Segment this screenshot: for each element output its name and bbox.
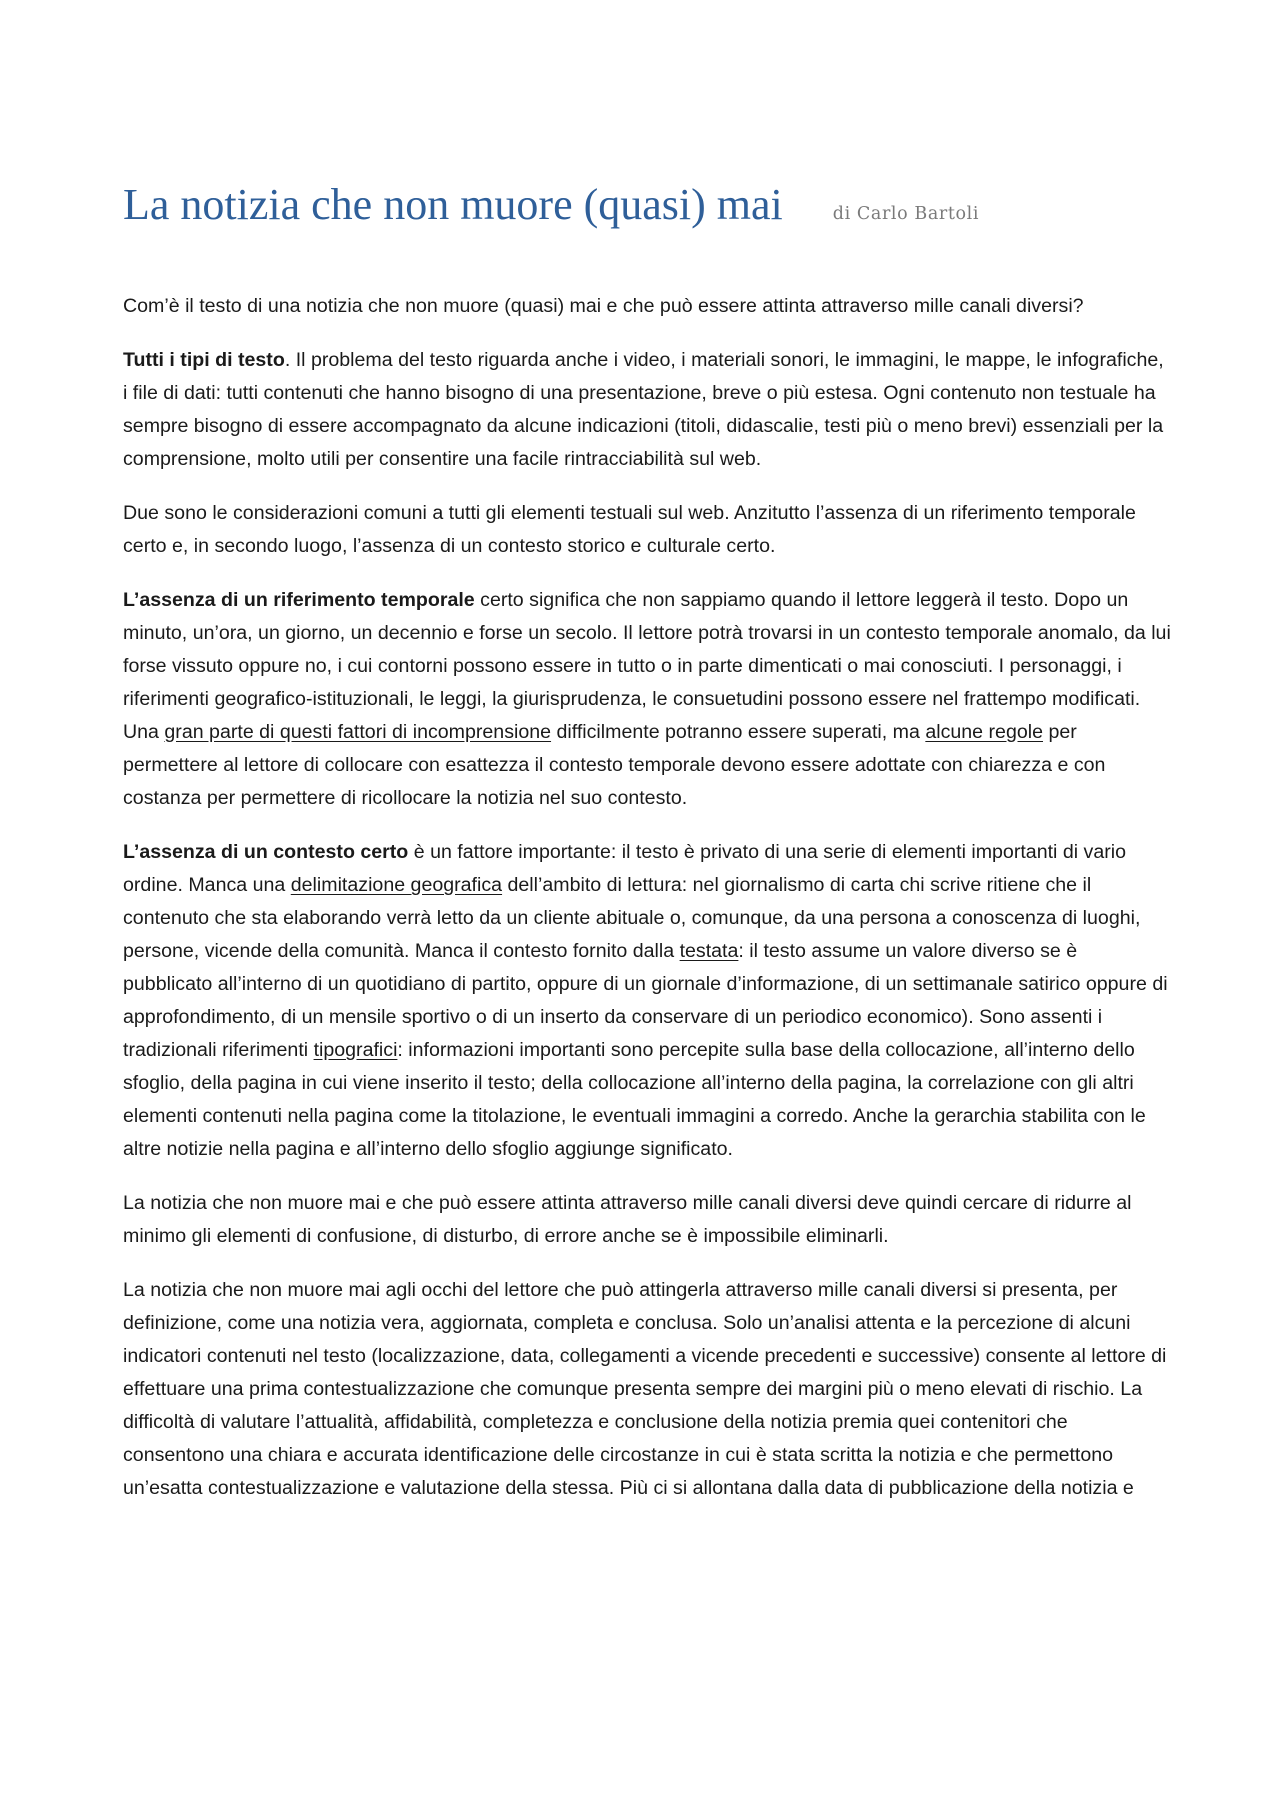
paragraph-text-types [123, 344, 1171, 476]
paragraph-text: è un fattore importante: il testo è privato di una serie di elementi importanti di vario ordine. Manca una [123, 841, 1126, 896]
underlined-phrase: alcune regole [925, 721, 1043, 743]
paragraph-conclusion: La notizia che non muore mai e che può essere attinta attraverso mille canali diversi deve quindi cercare di ridurre al minimo gli elementi di confusione, di disturbo, di errore anche se è impossibile eliminarli. [123, 1192, 1132, 1247]
author-byline: di Carlo Bartoli [832, 204, 980, 224]
paragraph-text: difficilmente potranno essere superati, ma [551, 721, 926, 743]
paragraph-text: certo significa che non sappiamo quando il lettore leggerà il testo. Dopo un minuto, un’ora, un giorno, un decennio e forse un secolo. Il lettore potrà trovarsi in un contesto temporale anomalo, da lui forse vissuto oppure no, i cui contorni possono essere in tutto o in parte dimenticati o mai conosciuti. I personaggi, i riferimenti geografico-istituzionali, le leggi, la giurisprudenza, le consuetudini possono essere nel frattempo modificati. Una [123, 589, 1171, 743]
underlined-phrase: delimitazione geografica [290, 874, 503, 896]
paragraph-temporal-reference [123, 584, 1171, 815]
underlined-phrase: tipografici [313, 1039, 398, 1061]
underlined-phrase: gran parte di questi fattori di incomprensione [164, 721, 552, 743]
underlined-phrase: testata [679, 940, 739, 962]
paragraph-text: : informazioni importanti sono percepite sulla base della collocazione, all’interno dello sfoglio, della pagina in cui viene inserito il testo; della collocazione all’interno della pagina, la correlazione con gli altri elementi contenuti nella pagina come la titolazione, le eventuali immagini a corredo. Anche la gerarchia stabilita con le altre notizie nella pagina e all’interno dello sfoglio aggiunge significato. [123, 1039, 1146, 1160]
paragraph-text: dell’ambito di lettura: nel giornalismo di carta chi scrive ritiene che il contenuto che sta elaborando verrà letto da un cliente abituale o, comunque, da una persona a conoscenza di luoghi, persone, vicende della comunità. Manca il contesto fornito dalla [123, 874, 1141, 962]
paragraph-text: . Il problema del testo riguarda anche i video, i materiali sonori, le immagini, le mappe, le infografiche, i file di dati: tutti contenuti che hanno bisogno di una presentazione, breve o più estesa. Ogni contenuto non testuale ha sempre bisogno di essere accompagnato da alcune indicazioni (titoli, didascalie, testi più o meno brevi) essenziali per la comprensione, molto utili per consentire una facile rintracciabilità sul web. [123, 349, 1164, 470]
paragraph-lead-bold: Tutti i tipi di testo [123, 349, 285, 371]
paragraph-lead-bold: L’assenza di un contesto certo [123, 841, 409, 863]
document-title: La notizia che non muore (quasi) mai [123, 180, 783, 229]
paragraph-considerations: Due sono le considerazioni comuni a tutti gli elementi testuali sul web. Anzitutto l’assenza di un riferimento temporale certo e, in secondo luogo, l’assenza di un contesto storico e culturale certo. [123, 502, 1136, 557]
paragraph-intro: Com’è il testo di una notizia che non muore (quasi) mai e che può essere attinta attraverso mille canali diversi? [123, 295, 1084, 317]
paragraph-text: : il testo assume un valore diverso se è pubblicato all’interno di un quotidiano di partito, oppure di un giornale d’informazione, di un settimanale satirico oppure di approfondimento, di un mensile sportivo o di un inserto da conservare di un periodico economico). Sono assenti i tradizionali riferimenti [123, 940, 1168, 1061]
paragraph-lead-bold: L’assenza di un riferimento temporale [123, 589, 475, 611]
paragraph-text: per permettere al lettore di collocare con esattezza il contesto temporale devono essere adottate con chiarezza e con costanza per permettere di ricollocare la notizia nel suo contesto. [123, 721, 1106, 809]
document-body [123, 290, 1171, 1526]
paragraph-reader-perception: La notizia che non muore mai agli occhi del lettore che può attingerla attraverso mille canali diversi si presenta, per definizione, come una notizia vera, aggiornata, completa e conclusa. Solo un’analisi attenta e la percezione di alcuni indicatori contenuti nel testo (localizzazione, data, collegamenti a vicende precedenti e successive) consente al lettore di effettuare una prima contestualizzazione che comunque presenta sempre dei margini più o meno elevati di rischio. La difficoltà di valutare l’attualità, affidabilità, completezza e conclusione della notizia premia quei contenitori che consentono una chiara e accurata identificazione delle circostanze in cui è stata scritta la notizia e che permettono un’esatta contestualizzazione e valutazione della stessa. Più ci si allontana dalla data di pubblicazione della notizia e [123, 1279, 1167, 1499]
title-row [123, 175, 979, 235]
paragraph-context [123, 836, 1171, 1166]
